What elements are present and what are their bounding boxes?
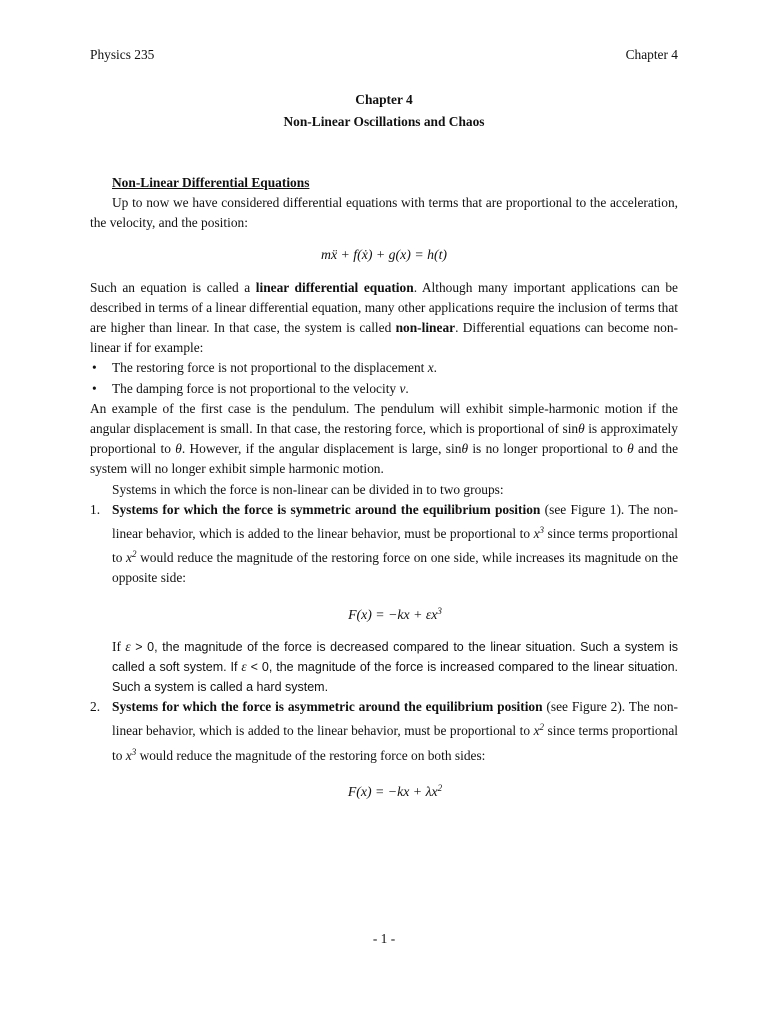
paragraph-soft-hard: If ε > 0, the magnitude of the force is decreased compared to the linear situation. Such a system is called a soft system. If ε < 0, the magnitude of the force is increased compared to the linear situation. Such a system is called a hard system. xyxy=(112,638,678,695)
page-number: - 1 - xyxy=(372,931,396,946)
equation-asymmetric-force: $F(x) = -kx + \lambda x^2$ xyxy=(347,782,443,799)
paragraph-groups: Systems in which the force is non-linear can be divided in to two groups: xyxy=(112,481,504,497)
running-header xyxy=(90,47,678,63)
chapter-title: Chapter 4 xyxy=(355,92,413,107)
paragraph-linear-definition: Such an equation is called a linear differential equation. Although many important applications can be described in terms of a linear differential equation, many other applications require the inclusion of terms that are higher than linear. In that case, the system is called non-linear. Differential equations can become non-linear if for example: xyxy=(90,279,678,356)
paragraph-intro: Up to now we have considered differential equations with terms that are proportional to the acceleration, the velocity, and the position: xyxy=(90,195,678,231)
numbered-item-symmetric: 1. Systems for which the force is symmetric around the equilibrium position (see Figure 1). The non-linear behavior, which is added to the linear behavior, must be proportional to $x^3$ since terms proportional to $x^2$ would reduce the magnitude of the restoring force on one side, while increases its magnitude on the opposite side: xyxy=(90,501,679,586)
bullet-icon: • xyxy=(92,380,97,396)
equation-linear-ode: mẍ + f(ẋ) + g(x) = h(t) xyxy=(320,246,448,262)
equation-symmetric-force: $F(x) = -kx + \varepsilon x^3$ xyxy=(348,605,442,622)
header-chapter: Chapter 4 xyxy=(625,47,678,62)
bullet-icon: • xyxy=(92,360,97,376)
section-heading: Non-Linear Differential Equations xyxy=(112,175,310,190)
document-body xyxy=(90,173,678,804)
bullet-item: • The damping force is not proportional to the velocity v. xyxy=(90,379,678,399)
header-course: Physics 235 xyxy=(90,47,155,62)
chapter-subtitle: Non-Linear Oscillations and Chaos xyxy=(283,114,485,129)
numbered-item-asymmetric: 2. Systems for which the force is asymmetric around the equilibrium position (see Figure 2). The non-linear behavior, which is added to the linear behavior, must be proportional to $x^2$ since terms proportional to $x^3$ would reduce the magnitude of the restoring force on both sides: xyxy=(90,699,678,763)
paragraph-pendulum: An example of the first case is the pendulum. The pendulum will exhibit simple-harmonic motion if the angular displacement is small. In that case, the restoring force, which is proportional of sinθ is approximately proportional to θ. However, if the angular displacement is large, sinθ is no longer proportional to θ and the system will no longer exhibit simple harmonic motion. xyxy=(90,400,679,477)
bullet-item: • The restoring force is not proportional to the displacement x. xyxy=(90,358,678,378)
